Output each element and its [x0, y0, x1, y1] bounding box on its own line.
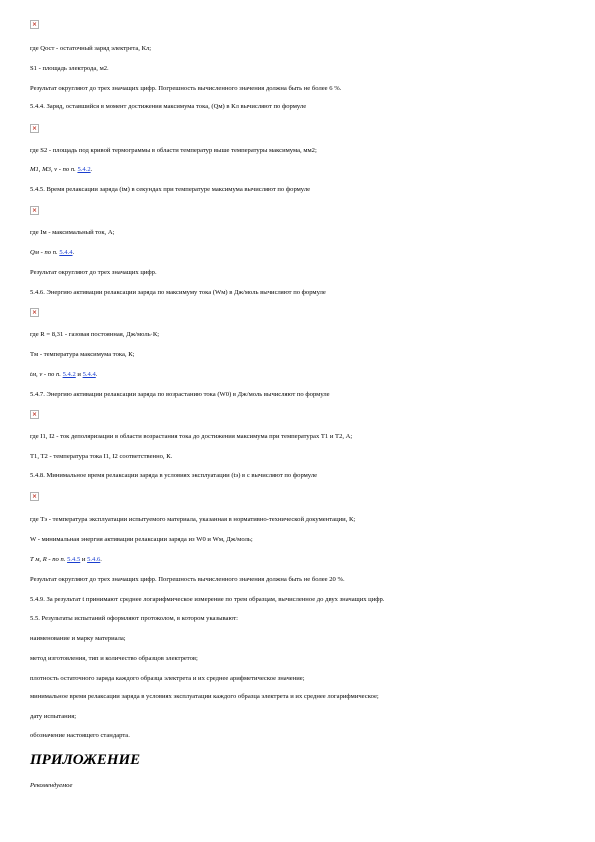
list-item: минимальное время релаксации заряда в условиях эксплуатации каждого образца электрета и их среднее логарифмическое; [30, 693, 379, 700]
text-line: T м, R - по п. 5.4.5 и 5.4.6. [30, 556, 102, 563]
text-line: Результат округляют до трех значащих цифр. Погрешность вычисленного значения должна быть не более 20 %. [30, 576, 345, 583]
text-line: 5.4.7. Энергию активации релаксации заряда по возрастанию тока (W0) в Дж/моль вычисляют по формуле [30, 391, 330, 398]
link-5-4-2[interactable]: 5.4.2 [62, 371, 76, 378]
broken-image-icon: × [32, 21, 38, 28]
broken-image-icon: × [32, 125, 38, 132]
broken-image-icon: × [32, 207, 38, 214]
text-line: 5.5. Результаты испытаний оформляют протоколом, в котором указывают: [30, 615, 239, 622]
text-line: tм, v - по п. 5.4.2 и 5.4.4. [30, 371, 98, 378]
text-line: где Qост - остаточный заряд электрета, Кл; [30, 45, 152, 52]
broken-image-icon: × [32, 493, 38, 500]
broken-image-icon: × [32, 309, 38, 316]
text-line: S1 - площадь электрода, м2. [30, 65, 109, 72]
link-5-4-4[interactable]: 5.4.4 [59, 249, 73, 256]
formula-image-placeholder [30, 20, 39, 29]
text-line: Tм - температура максимума тока, К; [30, 351, 135, 358]
text-line: M1, M3, v - по п. 5.4.2. [30, 166, 93, 173]
text-line: Qм - по п. 5.4.4. [30, 249, 75, 256]
list-item: метод изготовления, тип и количество образцов электретов; [30, 655, 198, 662]
link-5-4-6[interactable]: 5.4.6 [87, 556, 101, 563]
text-line: Результат округляют до трех значащих цифр. Погрешность вычисленного значения должна быть не более 6 %. [30, 85, 342, 92]
list-item: обозначение настоящего стандарта. [30, 732, 130, 739]
text-line: 5.4.6. Энергию активации релаксации заряда по максимуму тока (Wм) в Дж/моль вычисляют по формуле [30, 289, 326, 296]
link-5-4-2[interactable]: 5.4.2 [77, 166, 91, 173]
text-line: где Tэ - температура эксплуатации испытуемого материала, указанная в нормативно-технической документации, К; [30, 516, 356, 523]
text-line: 5.4.8. Минимальное время релаксации заряда в условиях эксплуатации (tэ) в с вычисляют по формуле [30, 472, 318, 479]
formula-image-placeholder [30, 124, 39, 133]
list-item: наименование и марку материала; [30, 635, 126, 642]
text-line: W - минимальная энергия активации релаксации заряда из W0 и Wм, Дж/моль; [30, 536, 253, 543]
link-5-4-5[interactable]: 5.4.5 [67, 556, 81, 563]
text-line: где I1, I2 - ток деполяризации в области возрастания тока до достижения максимума при температурах T1 и T2, А; [30, 433, 353, 440]
text-line: 5.4.4. Заряд, оставшийся в момент достижения максимума тока, (Qм) в Кл вычисляют по формуле [30, 103, 307, 110]
formula-image-placeholder [30, 410, 39, 419]
formula-image-placeholder [30, 492, 39, 501]
text-line: Результат округляют до трех значащих цифр. [30, 269, 157, 276]
text-line: где Iм - максимальный ток, А; [30, 229, 115, 236]
appendix-heading: ПРИЛОЖЕНИЕ [30, 752, 141, 768]
formula-image-placeholder [30, 308, 39, 317]
appendix-subheading: Рекомендуемое [30, 782, 73, 789]
text-line: T1, T2 - температура тока I1, I2 соответственно, К. [30, 453, 173, 460]
link-5-4-4[interactable]: 5.4.4 [82, 371, 96, 378]
text-line: где S2 - площадь под кривой термограммы в области температур выше температуры максимума, мм2; [30, 147, 317, 154]
formula-image-placeholder [30, 206, 39, 215]
list-item: дату испытания; [30, 713, 77, 720]
text-line: где R = 8,31 - газовая постоянная, Дж/моль·К; [30, 331, 160, 338]
broken-image-icon: × [32, 411, 38, 418]
text-line: 5.4.5. Время релаксации заряда (tм) в секундах при температуре максимума вычисляют по формуле [30, 186, 311, 193]
list-item: плотность остаточного заряда каждого образца электрета и их среднее арифметическое значение; [30, 675, 305, 682]
text-line: 5.4.9. За результат t принимают среднее логарифмическое измерение по трем образцам, вычисленное до двух значащих цифр. [30, 596, 385, 603]
